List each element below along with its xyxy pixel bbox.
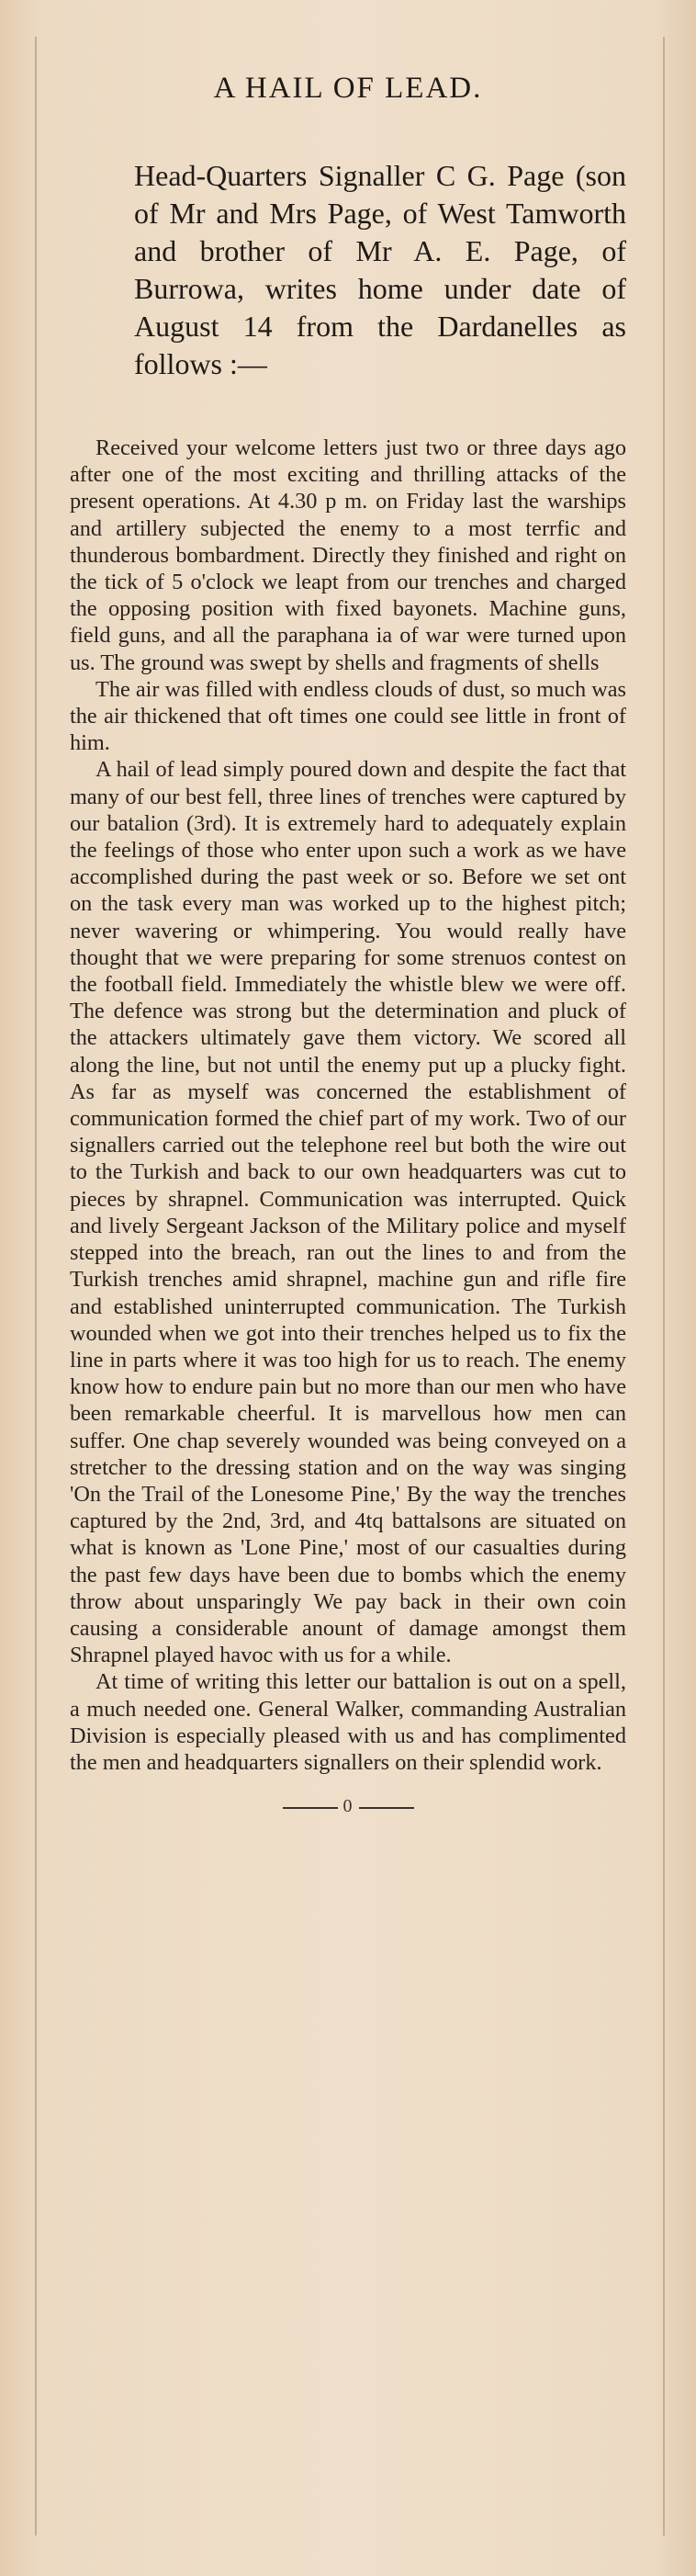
newspaper-clipping (35, 37, 665, 2536)
end-rule: 0 (70, 1796, 626, 1817)
article-headline: A HAIL OF LEAD. (213, 72, 483, 105)
article-paragraph: At time of writing this letter our battalion is out on a spell, a much needed one. General Walker, commanding Australian Division is especially pleased with us and has complimented the men and headquarters signallers on their splendid work. (70, 1669, 626, 1775)
article-intro: Head-Quarters Signaller C G. Page (son of Mr and Mrs Page, of West Tamworth and brother of Mr A. E. Page, of Burrowa, writes home under date of August 14 from the Dardanelles as follows :— (134, 159, 626, 380)
article-body (70, 435, 626, 1776)
article-paragraph: A hail of lead simply poured down and despite the fact that many of our best fell, three lines of trenches were captured by our batalion (3rd). It is extremely hard to adequately explain the feelings of those who enter upon such a work as we have accomplished during the past week or so. Before we set ont on the task every man was worked up to the highest pitch; never wavering or whimpering. You would really have thought that we were preparing for some strenuos contest on the football field. Immediately the whistle blew we were off. The defence was strong but the determination and pluck of the attackers ultimately gave them victory. We scored all along the line, but not until the enemy put up a plucky fight. As far as myself was concerned the establishment of communication formed the chief part of my work. Two of our signallers carried out the telephone reel but both the wire out to the Turkish and back to our own headquarters was cut to pieces by shrapnel. Communication was interrupted. Quick and lively Sergeant Jackson of the Military police and myself stepped into the breach, ran out the lines to and from the Turkish trenches amid shrapnel, machine gun and rifle fire and established uninterrupted communication. The Turkish wounded when we got into their trenches helped us to fix the line in parts where it was too high for us to reach. The enemy know how to endure pain but no more than our men who have been remarkable cheerful. It is marvellous how men can suffer. One chap severely wounded was being conveyed on a stretcher to the dressing station and on the way was singing 'On the Trail of the Lonesome Pine,' By the way the trenches captured by the 2nd, 3rd, and 4tq battalsons are situated on what is known as 'Lone Pine,' most of our casualties during the past few days have been due to bombs which the enemy throw about unsparingly We pay back in their own coin causing a considerable anount of damage amongst them Shrapnel played havoc with us for a while. (70, 757, 626, 1668)
article-paragraph: Received your welcome letters just two or three days ago after one of the most exciting and thrilling attacks of the present operations. At 4.30 p m. on Friday last the warships and artillery subjected the enemy to a most terrfic and thunderous bombardment. Directly they finished and right on the tick of 5 o'clock we leapt from our trenches and charged the opposing position with fixed bayonets. Machine guns, field guns, and all the paraphana ia of war were turned upon us. The ground was swept by shells and fragments of shells (70, 435, 626, 675)
article-paragraph: The air was filled with endless clouds of dust, so much was the air thickened that oft times one could see little in front of him. (70, 676, 626, 756)
